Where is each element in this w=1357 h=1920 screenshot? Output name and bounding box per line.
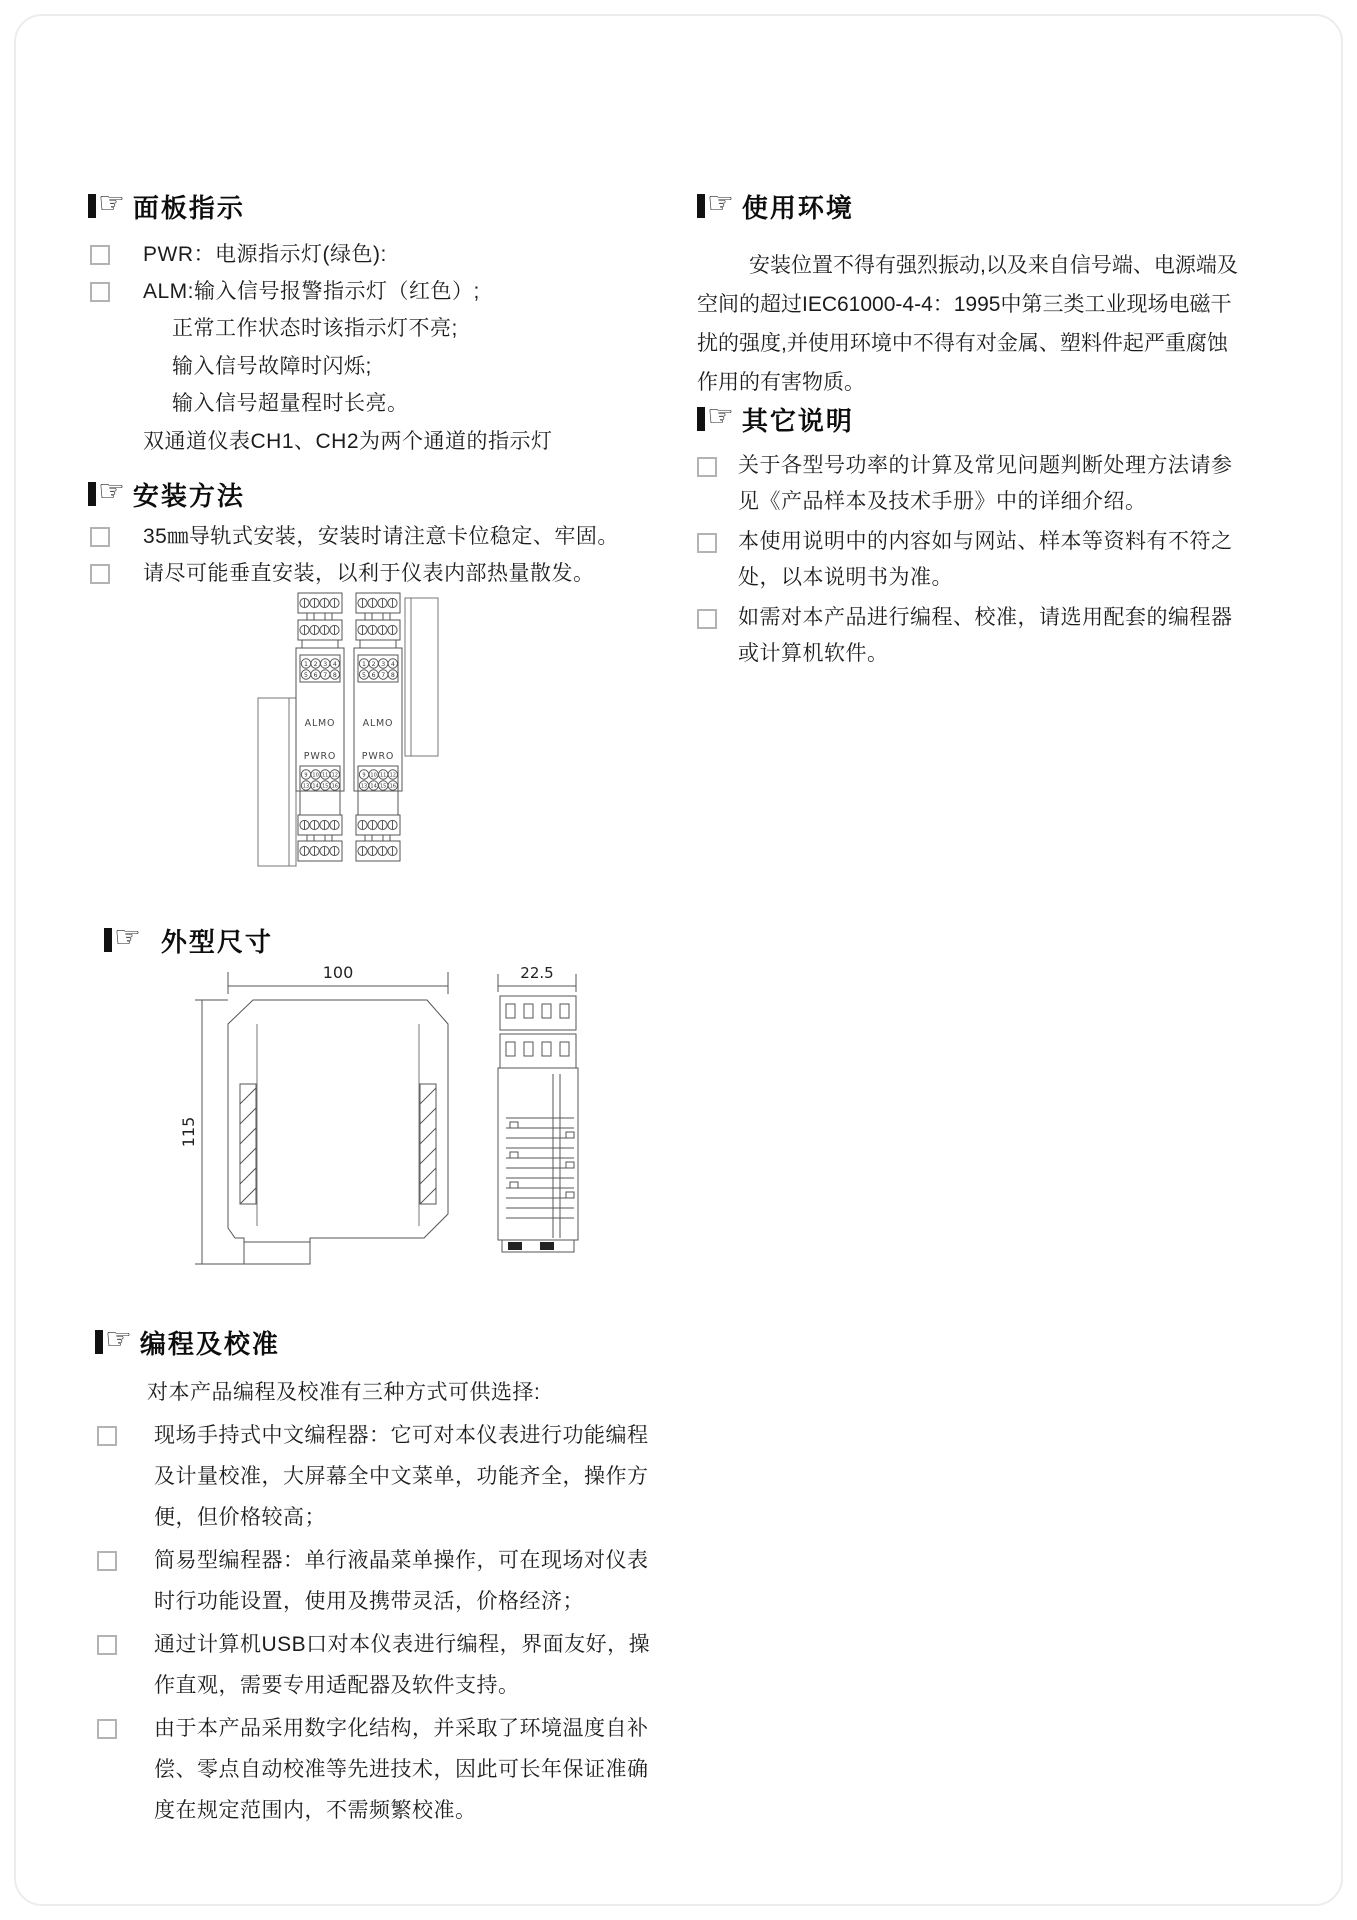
terminal-number: 14 <box>312 783 319 790</box>
list-item <box>697 448 1245 520</box>
pointing-hand-icon: ☞ <box>707 400 734 433</box>
other-note-power: 关于各型号功率的计算及常见问题判断处理方法请参见《产品样本及技术手册》中的详细介绍。 <box>738 454 1233 513</box>
list-item <box>95 1708 675 1831</box>
depth-dimension-label: 22.5 <box>520 964 554 982</box>
dual-channel-note: 双通道仪表CH1、CH2为两个通道的指示灯 <box>143 429 553 453</box>
terminal-number: 15 <box>322 783 329 790</box>
section-header <box>697 400 1245 436</box>
terminal-number: 10 <box>370 772 377 779</box>
pwr-indicator-text: PWR：电源指示灯(绿色): <box>143 243 387 266</box>
alm-detail-line: 输入信号故障时闪烁; <box>172 354 372 378</box>
checkbox-bullet-icon <box>697 533 717 553</box>
section-header <box>88 187 648 223</box>
din-rail-right <box>405 598 438 756</box>
screw-terminals-bottom2 <box>358 846 397 855</box>
alm-detail-line: 输入信号超量程时长亮。 <box>172 392 409 415</box>
section-other-notes <box>697 400 1245 672</box>
terminal-number: 13 <box>302 783 310 790</box>
terminal-number: 15 <box>380 783 387 790</box>
side-view-outline <box>498 996 578 1252</box>
section-dimensions <box>104 921 273 957</box>
checkbox-bullet-icon <box>697 609 717 629</box>
terminal-number: 7 <box>323 671 328 679</box>
screw-terminals-bottom2 <box>300 846 339 855</box>
isolator-module <box>296 593 344 861</box>
header-bar-icon <box>697 194 705 218</box>
terminal-number: 4 <box>390 660 395 668</box>
rail-clip-hatch-left <box>240 1084 256 1204</box>
terminal-number: 14 <box>370 783 377 790</box>
depth-dimension <box>498 964 576 992</box>
alm-led-label: ALMO <box>304 718 336 729</box>
terminal-number: 6 <box>371 671 376 679</box>
checkbox-bullet-icon <box>90 527 110 547</box>
side-heatsink-slats <box>506 1118 574 1218</box>
checkbox-bullet-icon <box>97 1635 117 1655</box>
section-programming <box>95 1323 675 1831</box>
programming-option-handheld: 现场手持式中文编程器：它可对本仪表进行功能编程及计量校准，大屏幕全中文菜单，功能齐全，操作方便，但价格较高； <box>154 1424 649 1529</box>
terminal-number: 9 <box>362 772 366 779</box>
checkbox-bullet-icon <box>697 457 717 477</box>
list-item <box>697 524 1245 596</box>
terminal-number: 2 <box>313 660 318 668</box>
programming-note-digital: 由于本产品采用数字化结构，并采取了环境温度自补偿、零点自动校准等先进技术，因此可长年保证准确度在规定范围内，不需频繁校准。 <box>154 1717 649 1822</box>
list-item <box>88 518 658 555</box>
checkbox-bullet-icon <box>97 1719 117 1739</box>
header-bar-icon <box>697 407 705 431</box>
screw-terminals-top <box>300 598 339 607</box>
alm-detail-line: 正常工作状态时该指示灯不亮; <box>172 317 458 340</box>
terminal-number: 3 <box>323 660 328 668</box>
install-vertical-text: 请尽可能垂直安装，以利于仪表内部热量散发。 <box>143 562 595 585</box>
list-item <box>95 1624 675 1706</box>
checkbox-bullet-icon <box>90 245 110 265</box>
terminal-number: 8 <box>332 671 337 679</box>
header-bar-icon <box>88 482 96 506</box>
programming-option-usb: 通过计算机USB口对本仪表进行编程，界面友好，操作直观，需要专用适配器及软件支持。 <box>154 1633 651 1697</box>
header-bar-icon <box>104 928 112 952</box>
section-title: 其它说明 <box>741 405 854 436</box>
pointing-hand-icon: ☞ <box>98 187 125 220</box>
width-dimension-label: 100 <box>322 963 354 982</box>
terminal-number: 3 <box>381 660 386 668</box>
alm-led-label: ALMO <box>362 718 394 729</box>
screw-terminals-top2 <box>358 625 397 634</box>
list-item <box>88 236 648 273</box>
height-dimension <box>179 1000 244 1264</box>
mounting-foot <box>508 1242 522 1250</box>
list-item <box>88 273 648 310</box>
list-item <box>95 1540 675 1622</box>
screw-terminals-top2 <box>300 625 339 634</box>
terminal-number: 2 <box>371 660 376 668</box>
terminal-number: 1 <box>362 660 366 668</box>
outline-dimension-drawing <box>140 956 600 1276</box>
checkbox-bullet-icon <box>90 564 110 584</box>
terminal-number: 5 <box>304 671 308 679</box>
checkbox-bullet-icon <box>97 1551 117 1571</box>
section-environment <box>697 187 1242 402</box>
terminal-number: 6 <box>313 671 318 679</box>
section-header <box>95 1323 675 1359</box>
terminal-number: 8 <box>390 671 395 679</box>
screw-terminals-bottom <box>300 820 339 829</box>
terminal-number: 10 <box>312 772 319 779</box>
terminal-number: 16 <box>389 783 396 790</box>
checkbox-bullet-icon <box>90 282 110 302</box>
environment-paragraph: 安装位置不得有强烈振动,以及来自信号端、电源端及空间的超过IEC61000-4-4：1995中第三类工业现场电磁干扰的强度,并使用环境中不得有对金属、塑料件起严重腐蚀作用的有害物质。 <box>697 254 1238 394</box>
section-installation <box>88 475 658 592</box>
alm-indicator-text: ALM:输入信号报警指示灯（红色）; <box>143 280 480 303</box>
pointing-hand-icon: ☞ <box>114 921 141 954</box>
height-dimension-label: 115 <box>179 1116 198 1148</box>
other-note-discrepancy: 本使用说明中的内容如与网站、样本等资料有不符之处，以本说明书为准。 <box>738 530 1233 589</box>
pointing-hand-icon: ☞ <box>707 187 734 220</box>
terminal-numbers-top <box>358 655 398 682</box>
section-header <box>104 921 273 957</box>
terminal-number: 12 <box>331 772 338 779</box>
install-rail-text: 35㎜导轨式安装，安装时请注意卡位稳定、牢固。 <box>143 525 619 548</box>
terminal-numbers-bottom <box>358 766 398 791</box>
screw-terminals-bottom <box>358 820 397 829</box>
list-item <box>95 1415 675 1538</box>
din-rail-left <box>258 698 296 866</box>
isolator-module <box>354 593 402 861</box>
rail-clip-hatch-right <box>420 1084 436 1204</box>
pointing-hand-icon: ☞ <box>98 475 125 508</box>
terminal-numbers-top <box>300 655 340 682</box>
terminal-number: 1 <box>304 660 308 668</box>
programming-intro: 对本产品编程及校准有三种方式可供选择: <box>147 1381 541 1404</box>
list-item <box>697 600 1245 672</box>
screw-terminals-top <box>358 598 397 607</box>
pointing-hand-icon: ☞ <box>105 1323 132 1356</box>
header-bar-icon <box>88 194 96 218</box>
section-title: 安装方法 <box>132 480 245 511</box>
section-header <box>88 475 658 511</box>
front-view-outline <box>228 1000 448 1264</box>
section-title: 面板指示 <box>132 192 245 223</box>
terminal-number: 7 <box>381 671 386 679</box>
section-title: 编程及校准 <box>139 1328 280 1359</box>
terminal-number: 4 <box>332 660 337 668</box>
din-rail-mounting-diagram <box>240 586 440 871</box>
terminal-number: 16 <box>331 783 338 790</box>
terminal-number: 11 <box>322 772 329 779</box>
section-title: 外型尺寸 <box>160 926 273 957</box>
pwr-led-label: PWRO <box>303 751 337 762</box>
checkbox-bullet-icon <box>97 1426 117 1446</box>
section-panel-indicators <box>88 187 648 460</box>
terminal-number: 11 <box>380 772 387 779</box>
terminal-number: 13 <box>360 783 368 790</box>
programming-option-simple: 简易型编程器：单行液晶菜单操作，可在现场对仪表时行功能设置，使用及携带灵活，价格经济； <box>154 1549 649 1613</box>
section-title: 使用环境 <box>741 192 854 223</box>
width-dimension <box>228 963 448 994</box>
mounting-foot <box>540 1242 554 1250</box>
terminal-number: 9 <box>304 772 308 779</box>
other-note-programmer: 如需对本产品进行编程、校准，请选用配套的编程器或计算机软件。 <box>738 606 1233 665</box>
terminal-number: 12 <box>389 772 396 779</box>
pwr-led-label: PWRO <box>361 751 395 762</box>
terminal-numbers-bottom <box>300 766 340 791</box>
terminal-number: 5 <box>362 671 366 679</box>
section-header <box>697 187 1242 223</box>
header-bar-icon <box>95 1330 103 1354</box>
